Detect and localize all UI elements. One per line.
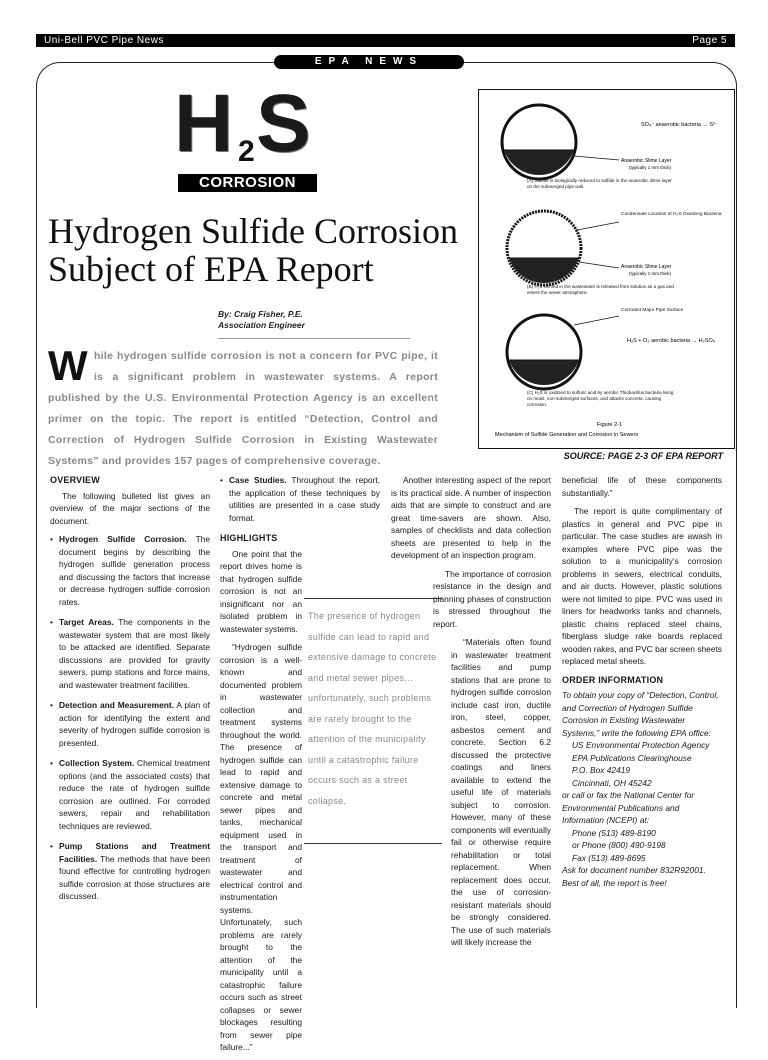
column-4 (562, 474, 722, 889)
drop-cap: W (48, 342, 88, 389)
section-banner: EPA NEWS (274, 55, 464, 69)
lead-text: hile hydrogen sulfide corrosion is not a concern for PVC pipe, it is a significant problem in wastewater systems. A report published by the U.S. Environmental Protection Agency is an excellent primer on the topic. The report is entitled “Detection, Control and Correction of Hydrogen Sulfide Corrosion in Existing Wastewater Systems” and provides 157 pages of comprehensive coverage. (48, 350, 438, 467)
byline-title: Association Engineer (218, 320, 305, 330)
logo-letter-h: H (174, 78, 232, 169)
figure-eq-c: H₂S + O₂ aerobic bacteria → H₂SO₄ (627, 338, 715, 344)
lead-paragraph (48, 342, 438, 472)
figure-label-slime-b: Anaerobic Slime Layer (621, 264, 672, 270)
order-heading: ORDER INFORMATION (562, 674, 664, 685)
overview-intro: The following bulleted list gives an overview of the major sections of the document. (50, 490, 210, 526)
col3-p2: The importance of corrosion resistance in the design and planning phases of construction is stressed throughout the report. (433, 568, 551, 629)
figure-caption-b: (B) H₂S formed in the wastewater is released from solution as a gas and enters the sewer atmosphere. (527, 284, 674, 295)
logo-caption: CORROSION (178, 174, 317, 192)
pipe-a-drawing (502, 105, 576, 179)
byline (218, 309, 305, 331)
figure-label-slime-a2: (typically 1 mm thick) (629, 165, 672, 170)
figure-label-slime-b2: (typically 1 mm thick) (629, 271, 672, 276)
order-info: To obtain your copy of “Detection, Control, and Correction of Hydrogen Sulfide Corrosion in Existing Wastewater Systems,” write the following EPA office: US Environmental Protection Agency EPA Publications Clearinghouse P.O. Box 42419 Cincinnati, OH 45242 or call or fax the National Center for Environmental Publications and Information (NCEPI) at: Phone (513) 489-8190 or Phone (800) 490-9198 Fax (513) 489-8695 Ask for document number 832R92001. Best of all, the report is free! (562, 690, 719, 888)
byline-author: By: Craig Fisher, P.E. (218, 309, 303, 319)
figure-number: Figure 2-1 (597, 422, 623, 428)
figure-label-slime-a: Anaerobic Slime Layer (621, 158, 672, 164)
figure-label-corroded: Corroded Major Pipe Surface (621, 308, 684, 313)
sewer-diagram (479, 90, 734, 448)
list-item: • Detection and Measurement. A plan of action for identifying the extent and severity of hydrogen sulfide corrosion is presented. (50, 699, 210, 749)
col3-p3: “Materials often found in wastewater treatment facilities and pump stations that are prone to hydrogen sulfide corrosion include cast iron, ductile iron, steel, copper, asbestos cement and concrete. Section 6.2 discussed the protective coatings and liners available to extend the useful life of materials subject to corrosion. However, many of these components will eventually fail or otherwise require rehabilitation or total replacement. When replacement does occur, the use of corrosion-resistant materials should be strongly considered. The use of such materials will likely increase the (451, 637, 551, 947)
pipe-b-drawing (507, 211, 581, 285)
highlights-heading: HIGHLIGHTS (220, 533, 278, 543)
figure-eq-a: SO₄⁻ anaerobic bacteria → S²⁻ (641, 122, 718, 128)
col4-p1: beneficial life of these components substantially.” (562, 475, 722, 498)
h2s-corrosion-logo (174, 78, 319, 197)
overview-list (50, 533, 210, 903)
list-item: • Case Studies. Throughout the report, the application of these techniques by utilities are presented in a case study format. (220, 474, 380, 524)
figure-title: Mechanism of Sulfide Generation and Corrosion in Sewers (495, 432, 639, 438)
page-number: Page 5 (692, 35, 727, 46)
logo-letter-s: S (256, 78, 309, 169)
highlights-p2: “Hydrogen sulfide corrosion is a well-known and documented problem in wastewater collection and treatment systems throughout the world. The presence of hydrogen sulfide can lead to rapid and extensive damage to concrete and metal sewer pipes and tanks, mechanical equipment used in the transport and treatment of wastewater and electrical control and instrumentation systems. Unfortunately, such problems are rarely brought to the attention of the municipality until a catastrophic failure occurs such as street collapses or sewer blockages resulting from sewer pipe failure...” (220, 642, 302, 1052)
logo-subscript: 2 (238, 135, 255, 168)
pull-quote: The presence of hydrogen sulfide can lead to rapid and extensive damage to concrete and metal sewer pipes... unfortunately, such problems are rarely brought to the attention of the municipality until a catastrophic failure occurs such as a street collapse. (304, 598, 442, 844)
list-item: • Collection System. Chemical treatment options (and the associated costs) that reduce the rate of hydrogen sulfide corrosion are outlined. For corroded sewers, repair and rehabilitation techniques are reviewed. (50, 757, 210, 832)
figure-label-condensate: Condensate Location of H₂S Oxidizing Bacteria (621, 212, 722, 217)
list-item: • Target Areas. The components in the wastewater system that are most likely to be attacked are identified. Separate discussions are provided for gravity sewers, pump stations and force mains, and wastewater treatment facilities. (50, 616, 210, 691)
list-item: • Hydrogen Sulfide Corrosion. The document begins by describing the hydrogen sulfide generation process and discussing the factors that increase or decrease hydrogen sulfide corrosion rates. (50, 533, 210, 608)
publication-name: Uni-Bell PVC Pipe News (44, 35, 164, 46)
column-1 (50, 474, 210, 911)
headline-line-1: Hydrogen Sulfide Corrosion (48, 211, 458, 251)
col4-p2: The report is quite complimentary of plastics in general and PVC pipe in particular. The case studies are awash in examples where PVC pipe was the solution to a municipality’s corrosion problems in sewers, electrical conduits, and air ducts. However, plastic solutions were not limited to pipe. PVC was used in liners for headworks tanks and channels, plastic chains replaced steel chains, fiberglass sludge rake boards replaced wooden rakes, and PVC bar screen sheets replaced metal sheets. (562, 506, 722, 666)
col3-p1: Another interesting aspect of the report is its practical side. A number of inspection aids that are simple to construct and are great time-savers are shown. Also, samples of checklists and data collection sheets are presented to help in the development of an inspection program. (391, 475, 551, 560)
overview-heading: OVERVIEW (50, 475, 100, 485)
figure-caption-c: (C) H₂S is oxidized to sulfuric acid by aerobic Thiobacillus bacteria living on moist, non-submerged surfaces, and attacks concrete, causing corrosion. (527, 390, 674, 407)
mechanism-figure (478, 89, 735, 449)
list-item: • Pump Stations and Treatment Facilities. The methods that have been found effective for controlling hydrogen sulfide corrosion at those structures are discussed. (50, 840, 210, 903)
byline-rule (218, 338, 410, 339)
page-header-bar (36, 34, 735, 47)
figure-source: SOURCE: PAGE 2-3 OF EPA REPORT (563, 451, 723, 461)
figure-caption-a: (A) Sulfate is biologically reduced to sulfide in the anaerobic slime layer on the submerged pipe wall. (527, 178, 672, 189)
column-3 (391, 474, 551, 955)
pipe-c-drawing (507, 315, 581, 389)
headline-line-2: Subject of EPA Report (48, 249, 374, 289)
article-headline (48, 212, 478, 288)
highlights-p1: One point that the report drives home is that hydrogen sulfide corrosion is not an insignificant nor an isolated problem in wastewater systems. (220, 548, 302, 634)
